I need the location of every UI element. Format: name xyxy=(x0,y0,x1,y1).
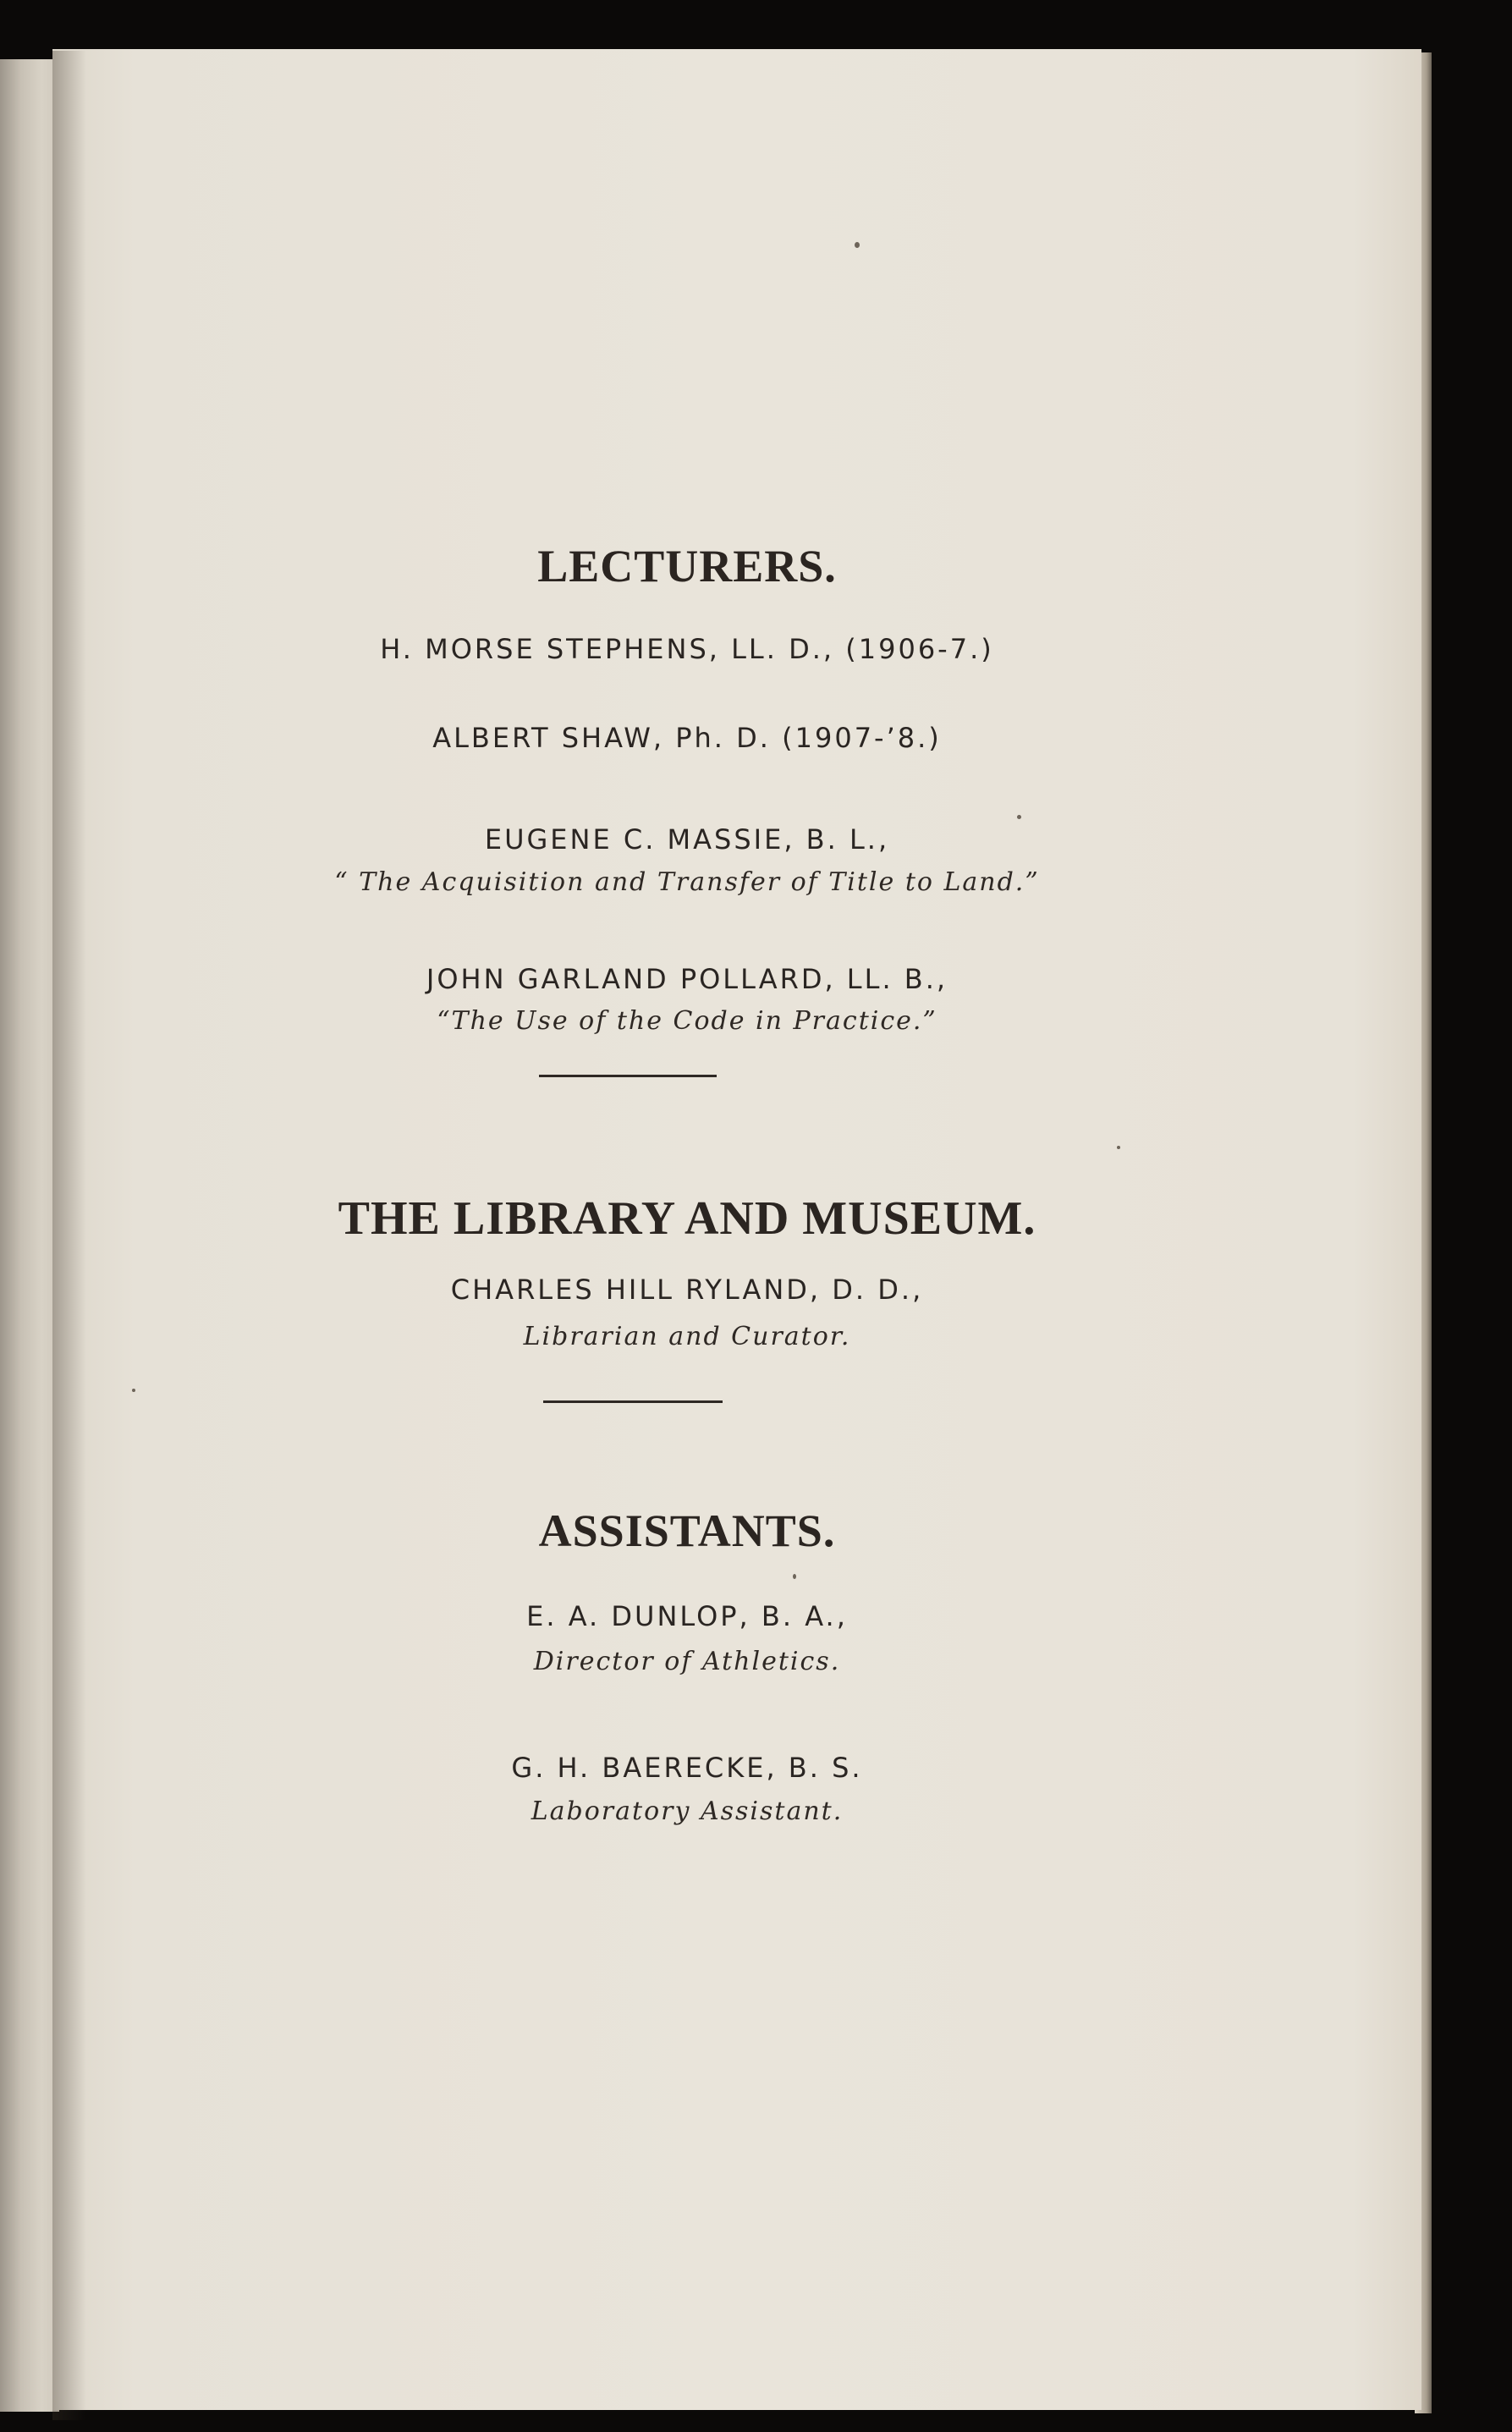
assistant-role: Laboratory Assistant. xyxy=(531,1796,844,1826)
lecturer-name: JOHN GARLAND POLLARD, LL. B., xyxy=(426,963,948,995)
lecturer-name: EUGENE C. MASSIE, B. L., xyxy=(484,823,890,856)
assistant-name: E. A. DUNLOP, B. A., xyxy=(526,1600,848,1632)
section-divider xyxy=(543,1400,723,1403)
lecture-title: “ The Acquisition and Transfer of Title to Land.” xyxy=(334,867,1040,897)
lecturer-name: H. MORSE STEPHENS, LL. D., (1906-7.) xyxy=(380,633,994,665)
assistant-role: Director of Athletics. xyxy=(533,1647,841,1676)
librarian-name: CHARLES HILL RYLAND, D. D., xyxy=(450,1274,924,1306)
section-divider xyxy=(539,1075,717,1077)
paper-speck xyxy=(132,1389,135,1392)
lecturers-heading: LECTURERS. xyxy=(537,541,837,591)
lecturer-name: ALBERT SHAW, Ph. D. (1907-’8.) xyxy=(432,722,942,754)
book-page xyxy=(52,49,1421,2410)
library-heading: THE LIBRARY AND MUSEUM. xyxy=(338,1192,1036,1245)
paper-speck xyxy=(1017,815,1021,819)
lecture-title: “The Use of the Code in Practice.” xyxy=(437,1006,937,1036)
left-page-edge xyxy=(0,59,59,2412)
paper-speck xyxy=(855,242,860,248)
paper-speck xyxy=(793,1574,796,1579)
gutter-shadow xyxy=(52,51,86,2420)
librarian-role: Librarian and Curator. xyxy=(523,1322,851,1351)
paper-speck xyxy=(1117,1146,1120,1149)
assistant-name: G. H. BAERECKE, B. S. xyxy=(511,1752,863,1784)
assistants-heading: ASSISTANTS. xyxy=(538,1505,836,1556)
